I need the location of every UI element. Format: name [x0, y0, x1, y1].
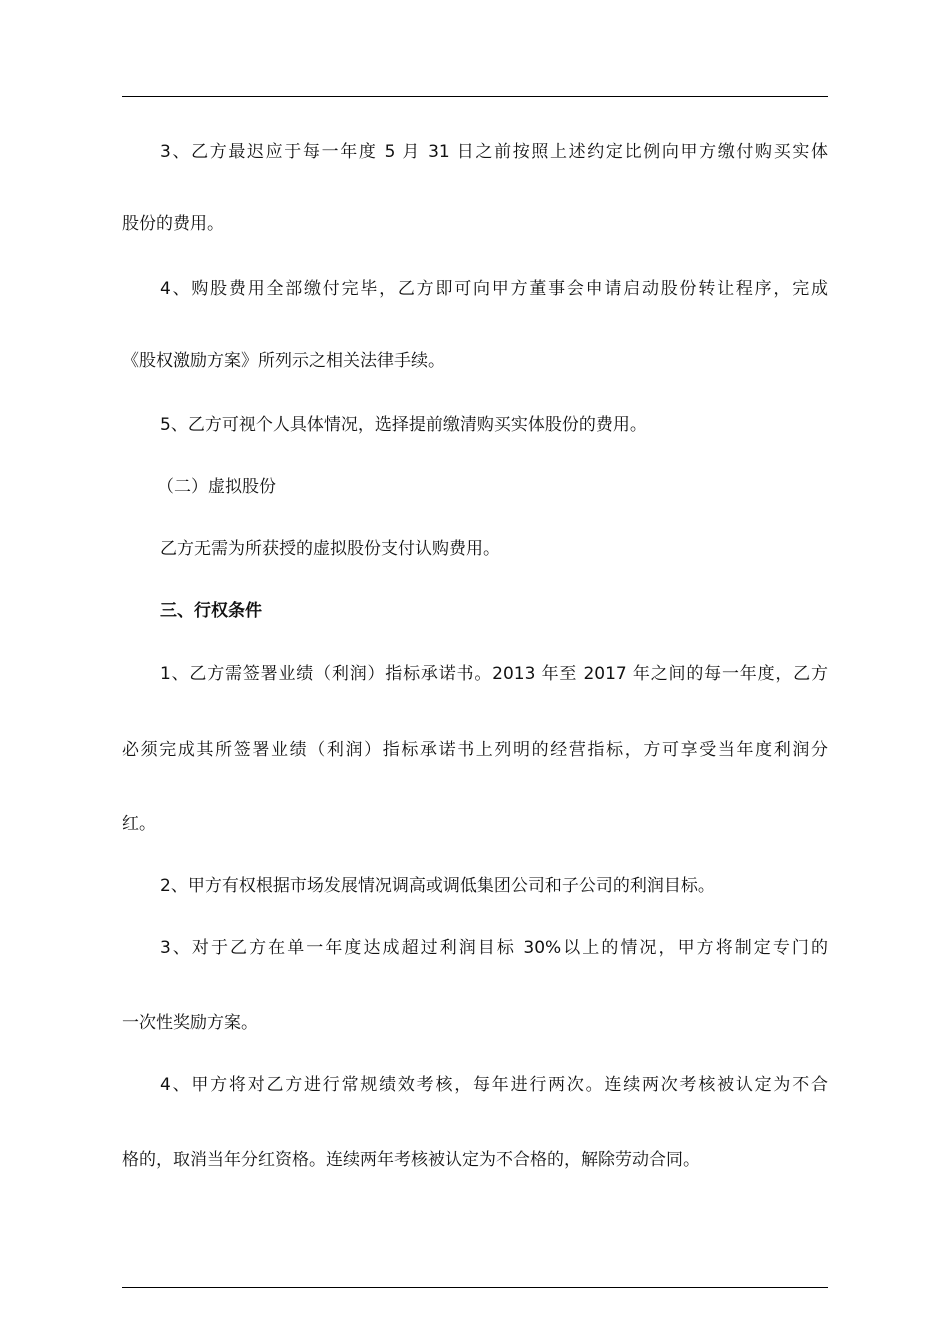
footer-rule	[122, 1287, 828, 1288]
condition-4-line-2: 格的，取消当年分红资格。连续两年考核被认定为不合格的，解除劳动合同。	[122, 1150, 700, 1170]
condition-3-line-1: 3、对于乙方在单一年度达成超过利润目标 30%以上的情况，甲方将制定专门的	[160, 938, 828, 958]
condition-1-line-3: 红。	[122, 814, 156, 834]
paragraph-4-line-1: 4、购股费用全部缴付完毕，乙方即可向甲方董事会申请启动股份转让程序，完成	[160, 279, 828, 299]
paragraph-3-line-1: 3、乙方最迟应于每一年度 5 月 31 日之前按照上述约定比例向甲方缴付购买实体	[160, 142, 828, 162]
condition-1-line-1: 1、乙方需签署业绩（利润）指标承诺书。2013 年至 2017 年之间的每一年度，乙方	[160, 664, 828, 684]
condition-3-line-2: 一次性奖励方案。	[122, 1013, 258, 1033]
section-heading-virtual-shares: （二）虚拟股份	[157, 477, 276, 497]
condition-1-line-2: 必须完成其所签署业绩（利润）指标承诺书上列明的经营指标，方可享受当年度利润分	[122, 740, 828, 760]
condition-2-line-1: 2、甲方有权根据市场发展情况调高或调低集团公司和子公司的利润目标。	[160, 876, 715, 896]
virtual-shares-paragraph: 乙方无需为所获授的虚拟股份支付认购费用。	[160, 539, 500, 559]
paragraph-3-line-2: 股份的费用。	[122, 214, 224, 234]
paragraph-4-line-2: 《股权激励方案》所列示之相关法律手续。	[122, 351, 445, 371]
condition-4-line-1: 4、甲方将对乙方进行常规绩效考核，每年进行两次。连续两次考核被认定为不合	[160, 1075, 828, 1095]
header-rule	[122, 96, 828, 97]
paragraph-5-line-1: 5、乙方可视个人具体情况，选择提前缴清购买实体股份的费用。	[160, 415, 647, 435]
section-heading-exercise-conditions: 三、行权条件	[160, 601, 262, 621]
